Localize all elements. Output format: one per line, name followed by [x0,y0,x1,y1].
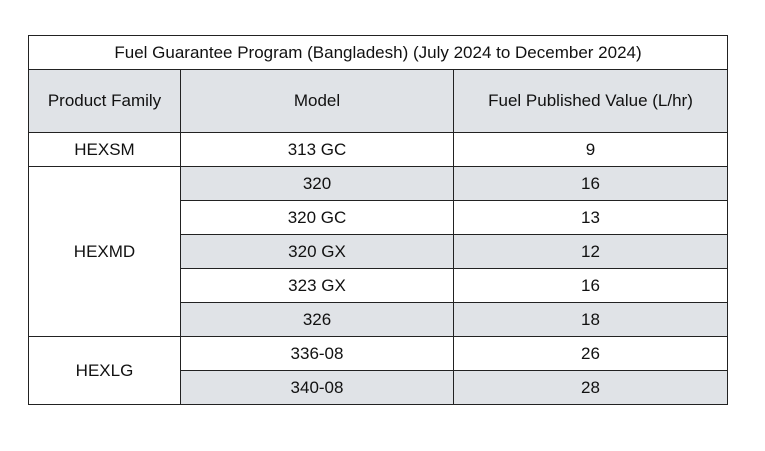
model-cell: 336-08 [181,337,454,371]
model-cell: 320 GX [181,235,454,269]
value-cell: 26 [454,337,728,371]
table-row [29,337,728,371]
table-row [29,167,728,201]
value-cell: 16 [454,269,728,303]
header-fuel-value: Fuel Published Value (L/hr) [454,70,728,133]
model-cell: 323 GX [181,269,454,303]
value-cell: 12 [454,235,728,269]
value-cell: 28 [454,371,728,405]
value-cell: 16 [454,167,728,201]
model-cell: 326 [181,303,454,337]
table-title-row [29,36,728,70]
model-cell: 313 GC [181,133,454,167]
header-product-family: Product Family [29,70,181,133]
family-cell-hexmd: HEXMD [29,167,181,337]
table-row [29,133,728,167]
model-cell: 320 GC [181,201,454,235]
model-cell: 340-08 [181,371,454,405]
model-cell: 320 [181,167,454,201]
header-model: Model [181,70,454,133]
value-cell: 13 [454,201,728,235]
family-cell-hexlg: HEXLG [29,337,181,405]
table-header-row [29,70,728,133]
fuel-guarantee-table [28,35,728,405]
value-cell: 9 [454,133,728,167]
family-cell-hexsm: HEXSM [29,133,181,167]
table-title: Fuel Guarantee Program (Bangladesh) (July 2024 to December 2024) [29,36,728,70]
value-cell: 18 [454,303,728,337]
